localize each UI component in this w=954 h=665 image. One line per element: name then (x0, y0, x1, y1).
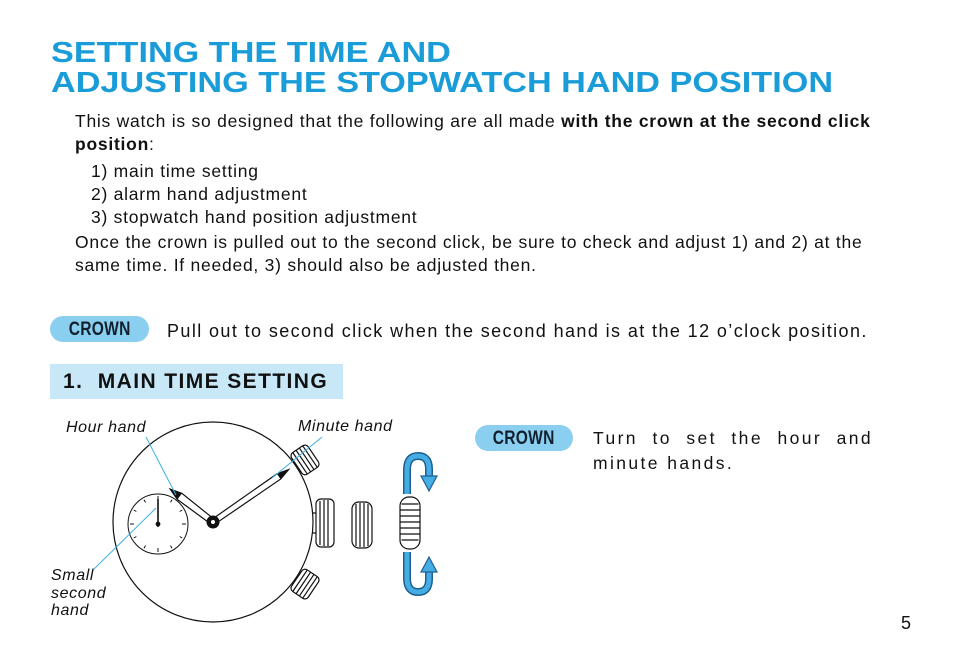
crown-badge-label: CROWN (493, 427, 555, 449)
small-second-hand-label (51, 567, 106, 620)
crown-body (400, 497, 420, 549)
intro-emphasis: with the crown at the second click position (75, 111, 871, 154)
note-paragraph: Once the crown is pulled out to the second click, be sure to check and adjust 1) and 2) at the same time. If needed, 3) should also be adjusted then. (75, 232, 863, 275)
page-title (51, 38, 833, 98)
arrow-head (421, 476, 437, 491)
list-item: 1) main time setting (91, 161, 259, 181)
list-item: 3) stopwatch hand position adjustment (91, 207, 418, 227)
intro-paragraph (75, 110, 880, 156)
crown-rotating (400, 497, 420, 549)
small-second-hand-label-line: Small (51, 567, 95, 584)
page-title-line-2: ADJUSTING THE STOPWATCH HAND POSITION (51, 67, 834, 99)
crown-badge-pull (50, 316, 149, 342)
settings-list (91, 160, 417, 229)
crown-body (316, 499, 334, 547)
crown-pulled-out (352, 502, 372, 548)
hour-hand-label: Hour hand (66, 419, 147, 436)
small-second-hand-label-line: hand (51, 602, 89, 619)
center-hub-pin (211, 520, 215, 524)
small-second-hub (156, 522, 161, 527)
crown-badge-turn (475, 425, 573, 451)
page-title-line-1: SETTING THE TIME AND (51, 37, 451, 69)
section-heading: 1. MAIN TIME SETTING (63, 370, 329, 393)
minute-hand-label: Minute hand (298, 418, 393, 435)
crown-body (352, 502, 372, 548)
turn-instruction: Turn to set the hour and minute hands. (593, 428, 873, 473)
intro-text: This watch is so designed that the following are all made (75, 111, 562, 131)
intro-end: : (149, 134, 155, 154)
list-item: 2) alarm hand adjustment (91, 184, 308, 204)
page-number: 5 (901, 613, 912, 633)
section-heading-band (50, 364, 343, 399)
rotation-arrow-bottom-icon (407, 552, 437, 592)
rotation-arrow-top-icon (407, 456, 437, 494)
crown-badge-label: CROWN (68, 318, 131, 340)
pull-out-instruction: Pull out to second click when the second hand is at the 12 o’clock position. (167, 321, 868, 341)
arrow-head (421, 557, 437, 572)
small-second-hand-label-line: second (51, 584, 107, 602)
